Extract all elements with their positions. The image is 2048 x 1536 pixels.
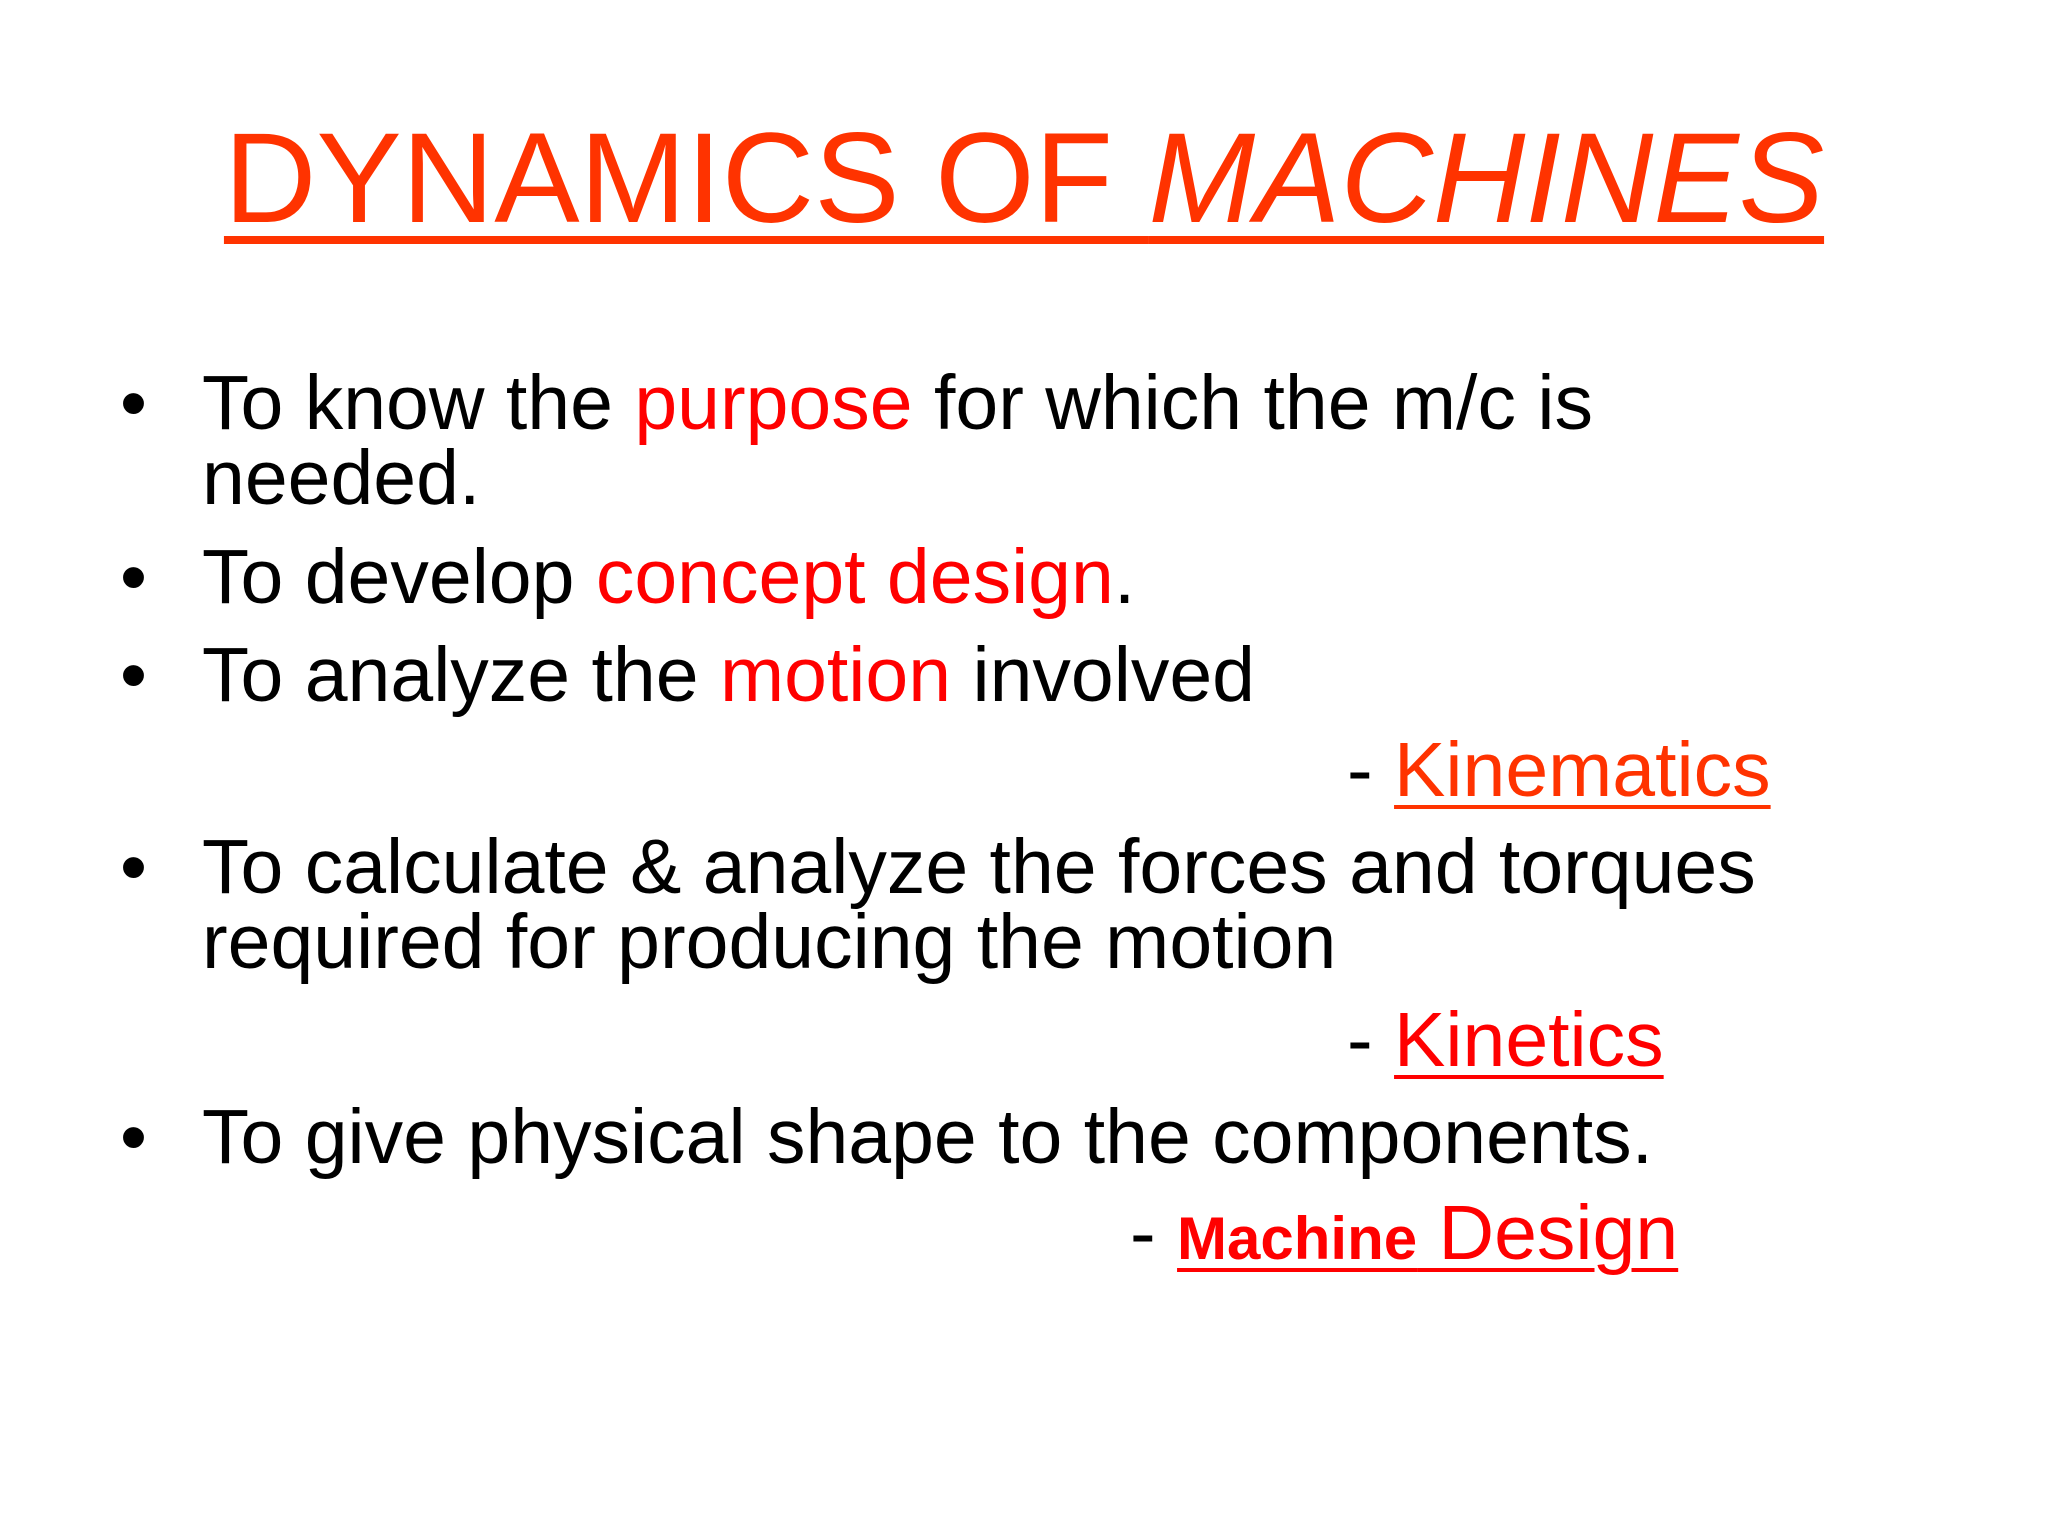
highlight-purpose: purpose [634,360,913,446]
highlight-motion: motion [719,632,952,718]
bullet-icon: • [120,632,147,718]
kinematics-label: Kinematics [1394,727,1771,813]
bullet-icon: • [120,360,147,446]
machine-design-label [1177,1190,1678,1276]
kinetics-label: Kinetics [1394,997,1664,1083]
bullet-text-part: . [1113,534,1136,620]
bullet-text [202,632,1255,718]
bullet-text [202,534,1136,620]
bullet-text-part: To develop [202,534,596,620]
bullet-text: To give physical shape to the components. [202,1094,1654,1180]
bullet-text-part: To know the [202,360,635,446]
bullet-text-part: involved [951,632,1255,718]
highlight-concept-design: concept design [595,534,1114,620]
slide-title [0,104,2048,254]
bullet-icon: • [120,1094,147,1180]
bullet-text: To calculate & analyze the forces and torques [202,824,1756,910]
design-word: Design [1417,1190,1679,1276]
bullet-text-line2: needed. [202,435,481,521]
bullet-icon: • [120,534,147,620]
dash: - [1130,1190,1178,1276]
bullet-text-part: for which the m/c is [912,360,1593,446]
bullet-text-part: To analyze the [202,632,720,718]
title-prefix: DYNAMICS OF [223,107,1149,250]
machine-word: Machine [1177,1205,1418,1272]
dash: - [1347,997,1395,1083]
title-italic: MACHINES [1148,107,1825,250]
bullet-text [202,360,1593,446]
sub-label-kinematics [1347,727,1771,813]
dash: - [1347,727,1395,813]
bullet-icon: • [120,824,147,910]
sub-label-machine-design [1130,1190,1679,1276]
sub-label-kinetics [1347,997,1664,1083]
bullet-text-line2: required for producing the motion [202,899,1337,985]
